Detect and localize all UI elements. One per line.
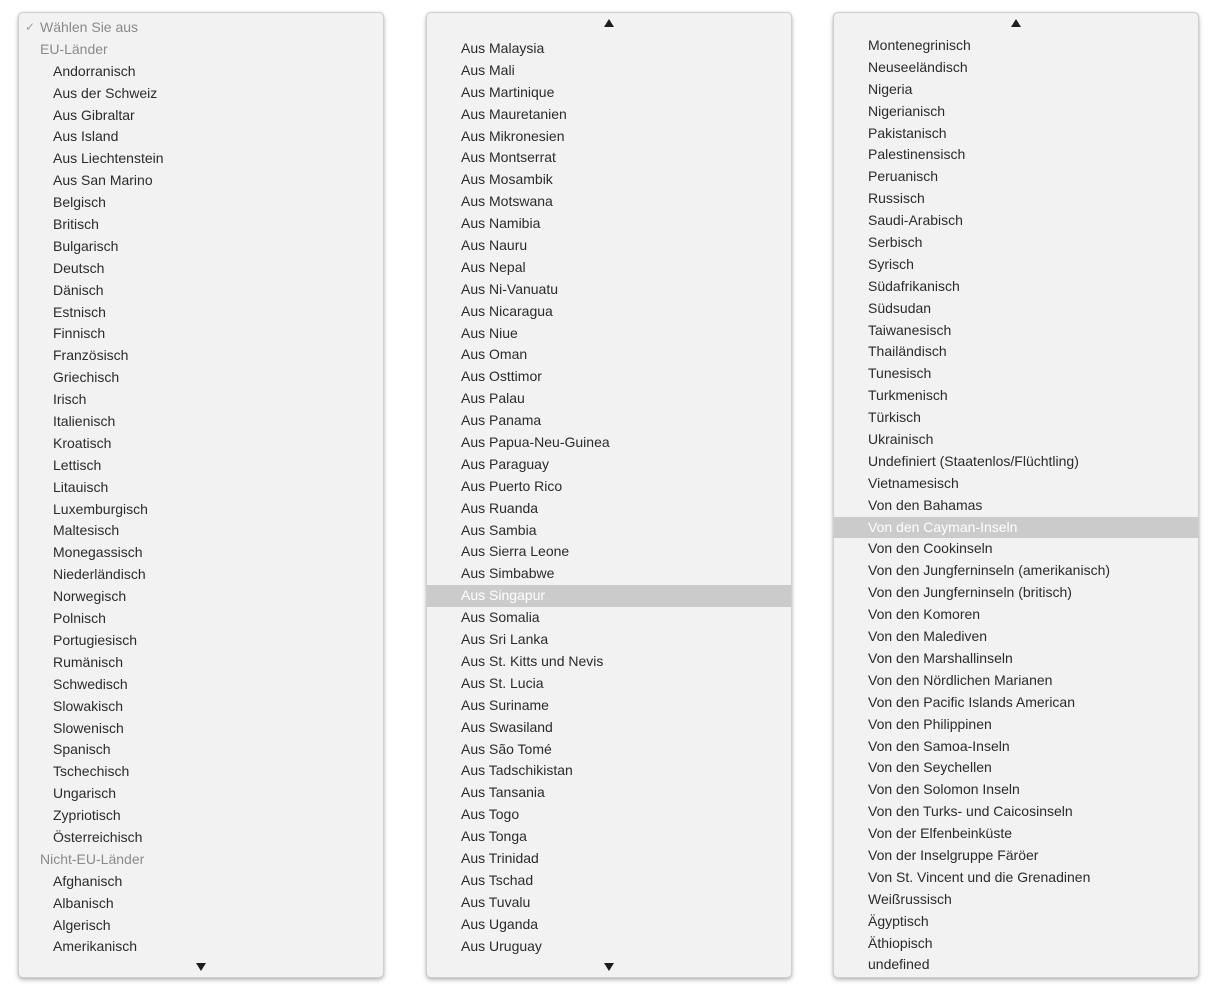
nationality-dropdown-menu-2[interactable] (426, 12, 792, 978)
option-item[interactable]: Neuseeländisch (868, 58, 968, 75)
option-item[interactable]: Von den Turks- und Caicosinseln (868, 803, 1073, 820)
option-item[interactable]: Aus Martinique (461, 83, 555, 100)
option-item[interactable]: Amerikanisch (53, 938, 138, 955)
option-item[interactable]: Aus Uruguay (461, 937, 542, 954)
option-item[interactable]: Aus Mikronesien (461, 127, 565, 144)
option-item[interactable]: Tschechisch (53, 763, 130, 780)
group-header-non-eu: Nicht-EU-Länder (40, 850, 145, 867)
option-item[interactable]: Afghanisch (53, 872, 123, 889)
option-item[interactable]: Aus Motswana (461, 193, 553, 210)
option-item[interactable]: Aus Sri Lanka (461, 631, 549, 648)
option-item[interactable]: Portugiesisch (53, 631, 138, 648)
option-item[interactable]: Dänisch (53, 281, 104, 298)
option-item-highlighted[interactable]: Von den Cayman-Inseln (834, 517, 1198, 539)
option-item[interactable]: Aus Sambia (461, 521, 537, 538)
option-item[interactable]: Turkmenisch (868, 387, 948, 404)
option-item[interactable]: Nigeria (868, 80, 913, 97)
option-item[interactable]: Zypriotisch (53, 807, 121, 824)
option-item[interactable]: Aus Trinidad (461, 849, 539, 866)
option-item[interactable]: Von den Komoren (868, 606, 981, 623)
option-item[interactable]: Aus Niue (461, 324, 518, 341)
option-item[interactable]: Von den Jungferninseln (amerikanisch) (868, 562, 1111, 579)
option-item[interactable]: Aus Malaysia (461, 40, 545, 56)
option-item[interactable]: Aus Nepal (461, 258, 526, 275)
option-item[interactable]: Deutsch (53, 259, 105, 276)
option-item[interactable]: Von den Samoa-Inseln (868, 737, 1010, 754)
option-item[interactable]: Saudi-Arabisch (868, 212, 963, 229)
option-item[interactable]: Maltesisch (53, 522, 120, 539)
option-item[interactable]: Spanisch (53, 741, 111, 758)
option-item[interactable]: Aus Tansania (461, 784, 545, 801)
option-item[interactable]: Andorranisch (53, 62, 136, 79)
option-item[interactable]: Von St. Vincent und die Grenadinen (868, 868, 1091, 885)
option-item[interactable]: Von der Inselgruppe Färöer (868, 846, 1039, 863)
placeholder-label: Wählen Sie aus (40, 19, 139, 35)
option-item[interactable]: Aus St. Lucia (461, 674, 544, 691)
option-item[interactable]: Aus Papua-Neu-Guinea (461, 434, 610, 451)
option-item[interactable]: Belgisch (53, 194, 106, 211)
option-item[interactable]: Britisch (53, 216, 99, 233)
option-item[interactable]: Von den Malediven (868, 628, 988, 645)
option-item[interactable]: Aus Ruanda (461, 499, 539, 516)
option-item[interactable]: Aus Suriname (461, 696, 549, 713)
option-item[interactable]: Lettisch (53, 456, 102, 473)
option-item[interactable]: Von den Philippinen (868, 715, 992, 732)
option-item[interactable]: Südsudan (868, 299, 932, 316)
option-item[interactable]: Finnisch (53, 325, 106, 342)
option-item[interactable]: Aus Nauru (461, 237, 528, 254)
option-item[interactable]: Aus Nicaragua (461, 302, 553, 319)
nationality-dropdown-menu-1[interactable] (18, 12, 384, 978)
option-item[interactable]: Vietnamesisch (868, 474, 959, 491)
scroll-up-arrow-icon[interactable] (604, 19, 614, 27)
option-item[interactable]: Aus Gibraltar (53, 106, 135, 123)
option-item[interactable]: Thailändisch (868, 343, 947, 360)
option-item[interactable]: Albanisch (53, 894, 114, 911)
option-item[interactable]: Aus Panama (461, 412, 542, 429)
option-item[interactable]: Taiwanesisch (868, 321, 952, 338)
option-item[interactable]: Von den Seychellen (868, 759, 992, 776)
scroll-up-arrow-icon[interactable] (1011, 19, 1021, 27)
option-item[interactable]: Aus São Tomé (461, 740, 552, 757)
option-item[interactable]: Ungarisch (53, 785, 117, 802)
option-item[interactable]: Von den Marshallinseln (868, 649, 1013, 666)
option-item[interactable]: Algerisch (53, 916, 111, 933)
option-item[interactable]: Von den Cookinseln (868, 540, 993, 557)
option-item[interactable]: Aus Tuvalu (461, 893, 531, 910)
option-item[interactable]: Rumänisch (53, 653, 124, 670)
option-item[interactable]: Schwedisch (53, 675, 128, 692)
option-item-highlighted[interactable]: Aus Singapur (427, 585, 791, 607)
option-item[interactable]: Aus der Schweiz (53, 84, 158, 101)
option-item[interactable]: Von den Nördlichen Marianen (868, 671, 1053, 688)
option-item[interactable]: Aus Uganda (461, 915, 539, 932)
option-item[interactable]: Aus Palau (461, 390, 525, 407)
option-item[interactable]: Aus Paraguay (461, 455, 549, 472)
option-item[interactable]: Aus Sierra Leone (461, 543, 570, 560)
option-item[interactable]: Nigerianisch (868, 102, 946, 119)
option-item[interactable]: Aus Tadschikistan (461, 762, 573, 779)
option-item[interactable]: Estnisch (53, 303, 106, 320)
option-item[interactable]: Palestinensisch (868, 146, 966, 163)
nationality-dropdown-menu-3[interactable] (833, 12, 1199, 978)
option-item[interactable]: Slowenisch (53, 719, 124, 736)
option-item[interactable]: Ukrainisch (868, 431, 934, 448)
option-item[interactable]: Aus Island (53, 128, 119, 145)
option-item[interactable]: Pakistanisch (868, 124, 947, 141)
option-item[interactable]: Italienisch (53, 413, 116, 430)
option-item[interactable]: Aus Puerto Rico (461, 477, 563, 494)
option-item[interactable]: Irisch (53, 391, 87, 408)
option-item[interactable]: Aus Namibia (461, 215, 541, 232)
option-item[interactable]: Serbisch (868, 234, 923, 251)
option-item[interactable]: Aus Swasiland (461, 718, 553, 735)
option-item[interactable]: Polnisch (53, 610, 106, 627)
option-item[interactable]: Kroatisch (53, 434, 112, 451)
placeholder-option[interactable] (19, 17, 383, 39)
option-item[interactable]: Aus Liechtenstein (53, 150, 164, 167)
option-item[interactable]: Norwegisch (53, 588, 127, 605)
option-item[interactable]: Französisch (53, 347, 129, 364)
option-item[interactable]: Österreichisch (53, 828, 143, 845)
option-item[interactable]: Aus Oman (461, 346, 528, 363)
option-item[interactable]: Von der Elfenbeinküste (868, 825, 1012, 842)
option-item[interactable]: Bulgarisch (53, 237, 119, 254)
scroll-down-arrow-icon[interactable] (196, 963, 206, 971)
option-item[interactable]: Aus Togo (461, 806, 520, 823)
option-item[interactable]: Aus Mali (461, 61, 515, 78)
option-item[interactable]: Aus Ni-Vanuatu (461, 280, 559, 297)
option-item[interactable]: Russisch (868, 190, 925, 207)
scroll-down-arrow-icon[interactable] (604, 963, 614, 971)
option-item[interactable]: Aus Mosambik (461, 171, 553, 188)
option-item[interactable]: Südafrikanisch (868, 277, 960, 294)
option-item[interactable]: Aus Montserrat (461, 149, 556, 166)
option-item[interactable]: Aus Tonga (461, 828, 527, 845)
option-item[interactable]: Aus San Marino (53, 172, 153, 189)
option-item[interactable]: Tunesisch (868, 365, 932, 382)
option-item[interactable]: undefined (868, 956, 930, 973)
group-header-eu: EU-Länder (40, 40, 108, 57)
option-item[interactable]: Peruanisch (868, 168, 939, 185)
option-item[interactable]: Von den Pacific Islands American (868, 693, 1076, 710)
option-item[interactable]: Aus Mauretanien (461, 105, 567, 122)
option-item[interactable]: Montenegrinisch (868, 37, 971, 53)
option-item[interactable]: Aus St. Kitts und Nevis (461, 652, 604, 669)
option-item[interactable]: Undefiniert (Staatenlos/Flüchtling) (868, 452, 1079, 469)
option-item[interactable]: Syrisch (868, 255, 914, 272)
option-item[interactable]: Weißrussisch (868, 890, 952, 907)
option-item[interactable]: Slowakisch (53, 697, 124, 714)
option-item[interactable]: Aus Somalia (461, 609, 540, 626)
option-item[interactable]: Ägyptisch (868, 912, 929, 929)
option-item[interactable]: Litauisch (53, 478, 109, 495)
option-item[interactable]: Luxemburgisch (53, 500, 148, 517)
option-item[interactable]: Griechisch (53, 369, 120, 386)
option-item[interactable]: Von den Solomon Inseln (868, 781, 1020, 798)
option-item[interactable]: Türkisch (868, 409, 921, 426)
option-item[interactable]: Monegassisch (53, 544, 143, 561)
option-item[interactable]: Äthiopisch (868, 934, 933, 951)
checkmark-icon: ✓ (25, 20, 36, 34)
option-item[interactable]: Aus Tschad (461, 871, 534, 888)
option-item[interactable]: Von den Bahamas (868, 496, 983, 513)
option-item[interactable]: Aus Osttimor (461, 368, 542, 385)
option-item[interactable]: Niederländisch (53, 566, 146, 583)
option-item[interactable]: Aus Simbabwe (461, 565, 555, 582)
option-item[interactable]: Von den Jungferninseln (britisch) (868, 584, 1072, 601)
